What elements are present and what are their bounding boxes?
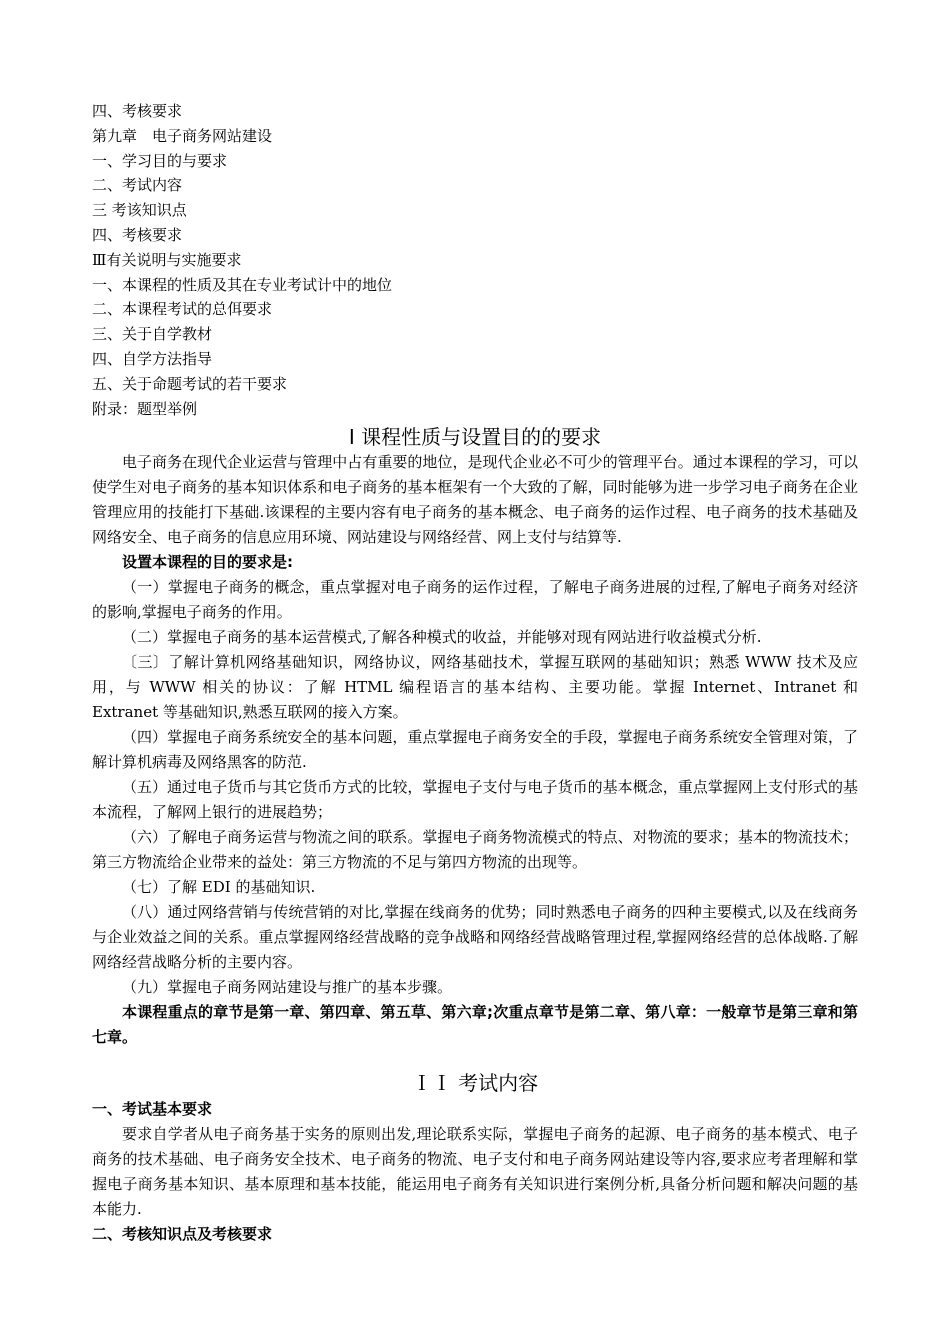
toc-item: 一、学习目的与要求 (92, 151, 228, 170)
objectives-heading: 设置本课程的目的要求是: (122, 553, 293, 571)
objective-item: （七）了解 EDI 的基础知识. (122, 878, 316, 896)
toc-item: 三、关于自学教材 (92, 325, 213, 344)
objective-item: （五）通过电子货币与其它货币方式的比较，掌握电子支付与电子货币的基本概念，重点掌握网上支付形式的基本流程，了解网上银行的进展趋势； (92, 778, 858, 821)
section-2-body (92, 1097, 858, 1247)
objective-item: （九）掌握电子商务网站建设与推广的基本步骤。 (122, 978, 453, 996)
objective-item: （一）掌握电子商务的概念，重点掌握对电子商务的运作过程，了解电子商务进展的过程,了解电子商务对经济的影响,掌握电子商务的作用。 (92, 578, 858, 621)
objective-item: 〔三〕了解计算机网络基础知识，网络协议，网络基础技术，掌握互联网的基础知识；熟悉 WWW 技术及应用，与 WWW 相关的协议：了解 HTML 编程语言的基本结构、主要功能。掌握 Internet、Intranet 和 Extranet 等基础知识,熟悉互联网的接入方案。 (92, 653, 858, 721)
toc-item: 五、关于命题考试的若干要求 (92, 374, 288, 393)
objective-item: （二）掌握电子商务的基本运营模式,了解各种模式的收益，并能够对现有网站进行收益模式分析. (122, 628, 762, 646)
toc-item: 四、自学方法指导 (92, 349, 213, 368)
toc-item: 三 考该知识点 (92, 201, 187, 220)
objective-item: （六）了解电子商务运营与物流之间的联系。掌握电子商务物流模式的特点、对物流的要求；基本的物流技术；第三方物流给企业带来的益处：第三方物流的不足与第四方物流的出现等。 (92, 828, 858, 871)
section-1-body (92, 450, 858, 1050)
toc-item: 一、本课程的性质及其在专业考试计中的地位 (92, 275, 393, 294)
section-1-title: Ⅰ 课程性质与设置目的的要求 (348, 425, 602, 449)
knowledge-points-heading: 二、考核知识点及考核要求 (92, 1225, 273, 1243)
section-2-title: ＩＩ 考试内容 (411, 1071, 539, 1095)
objective-item: （八）通过网络营销与传统营销的对比,掌握在线商务的优势；同时熟悉电子商务的四种主要模式,以及在线商务与企业效益之间的关系。重点掌握网络经营战略的竞争战略和网络经营战略管理过程,掌握网络经营的总体战略.了解网络经营战略分析的主要内容。 (92, 903, 858, 971)
table-of-contents (92, 99, 852, 421)
toc-item: 附录：题型举例 (92, 399, 198, 418)
exam-requirements-paragraph: 要求自学者从电子商务基于实务的原则出发,理论联系实际，掌握电子商务的起源、电子商务的基本模式、电子商务的技术基础、电子商务安全技术、电子商务的物流、电子支付和电子商务网站建设等内容,要求应考者理解和掌握电子商务基本知识、基本原理和基本技能，能运用电子商务有关知识进行案例分析,具备分析问题和解决问题的基本能力. (92, 1125, 858, 1218)
exam-requirements-heading: 一、考试基本要求 (92, 1100, 213, 1118)
intro-paragraph: 电子商务在现代企业运营与管理中占有重要的地位，是现代企业必不可少的管理平台。通过本课程的学习，可以使学生对电子商务的基本知识体系和电子商务的基本框架有一个大致的了解，同时能够为进一步学习电子商务在企业管理应用的技能打下基础.该课程的主要内容有电子商务的基本概念、电子商务的运作过程、电子商务的技术基础及网络安全、电子商务的信息应用环境、网站建设与网络经营、网上支付与结算等. (92, 453, 858, 546)
key-chapters-note: 本课程重点的章节是第一章、第四章、第五草、第六章;次重点章节是第二章、第八章：一般章节是第三章和第七章。 (92, 1003, 858, 1046)
toc-item: 二、本课程考试的总佴要求 (92, 300, 273, 319)
toc-item: Ⅲ有关说明与实施要求 (92, 250, 242, 269)
toc-item: 四、考核要求 (92, 225, 183, 244)
objective-item: （四）掌握电子商务系统安全的基本问题，重点掌握电子商务安全的手段，掌握电子商务系统安全管理对策，了解计算机病毒及网络黑客的防范. (92, 728, 858, 771)
toc-item: 二、考试内容 (92, 176, 183, 195)
toc-item: 四、考核要求 (92, 102, 183, 120)
toc-item: 第九章 电子商务网站建设 (92, 126, 273, 145)
